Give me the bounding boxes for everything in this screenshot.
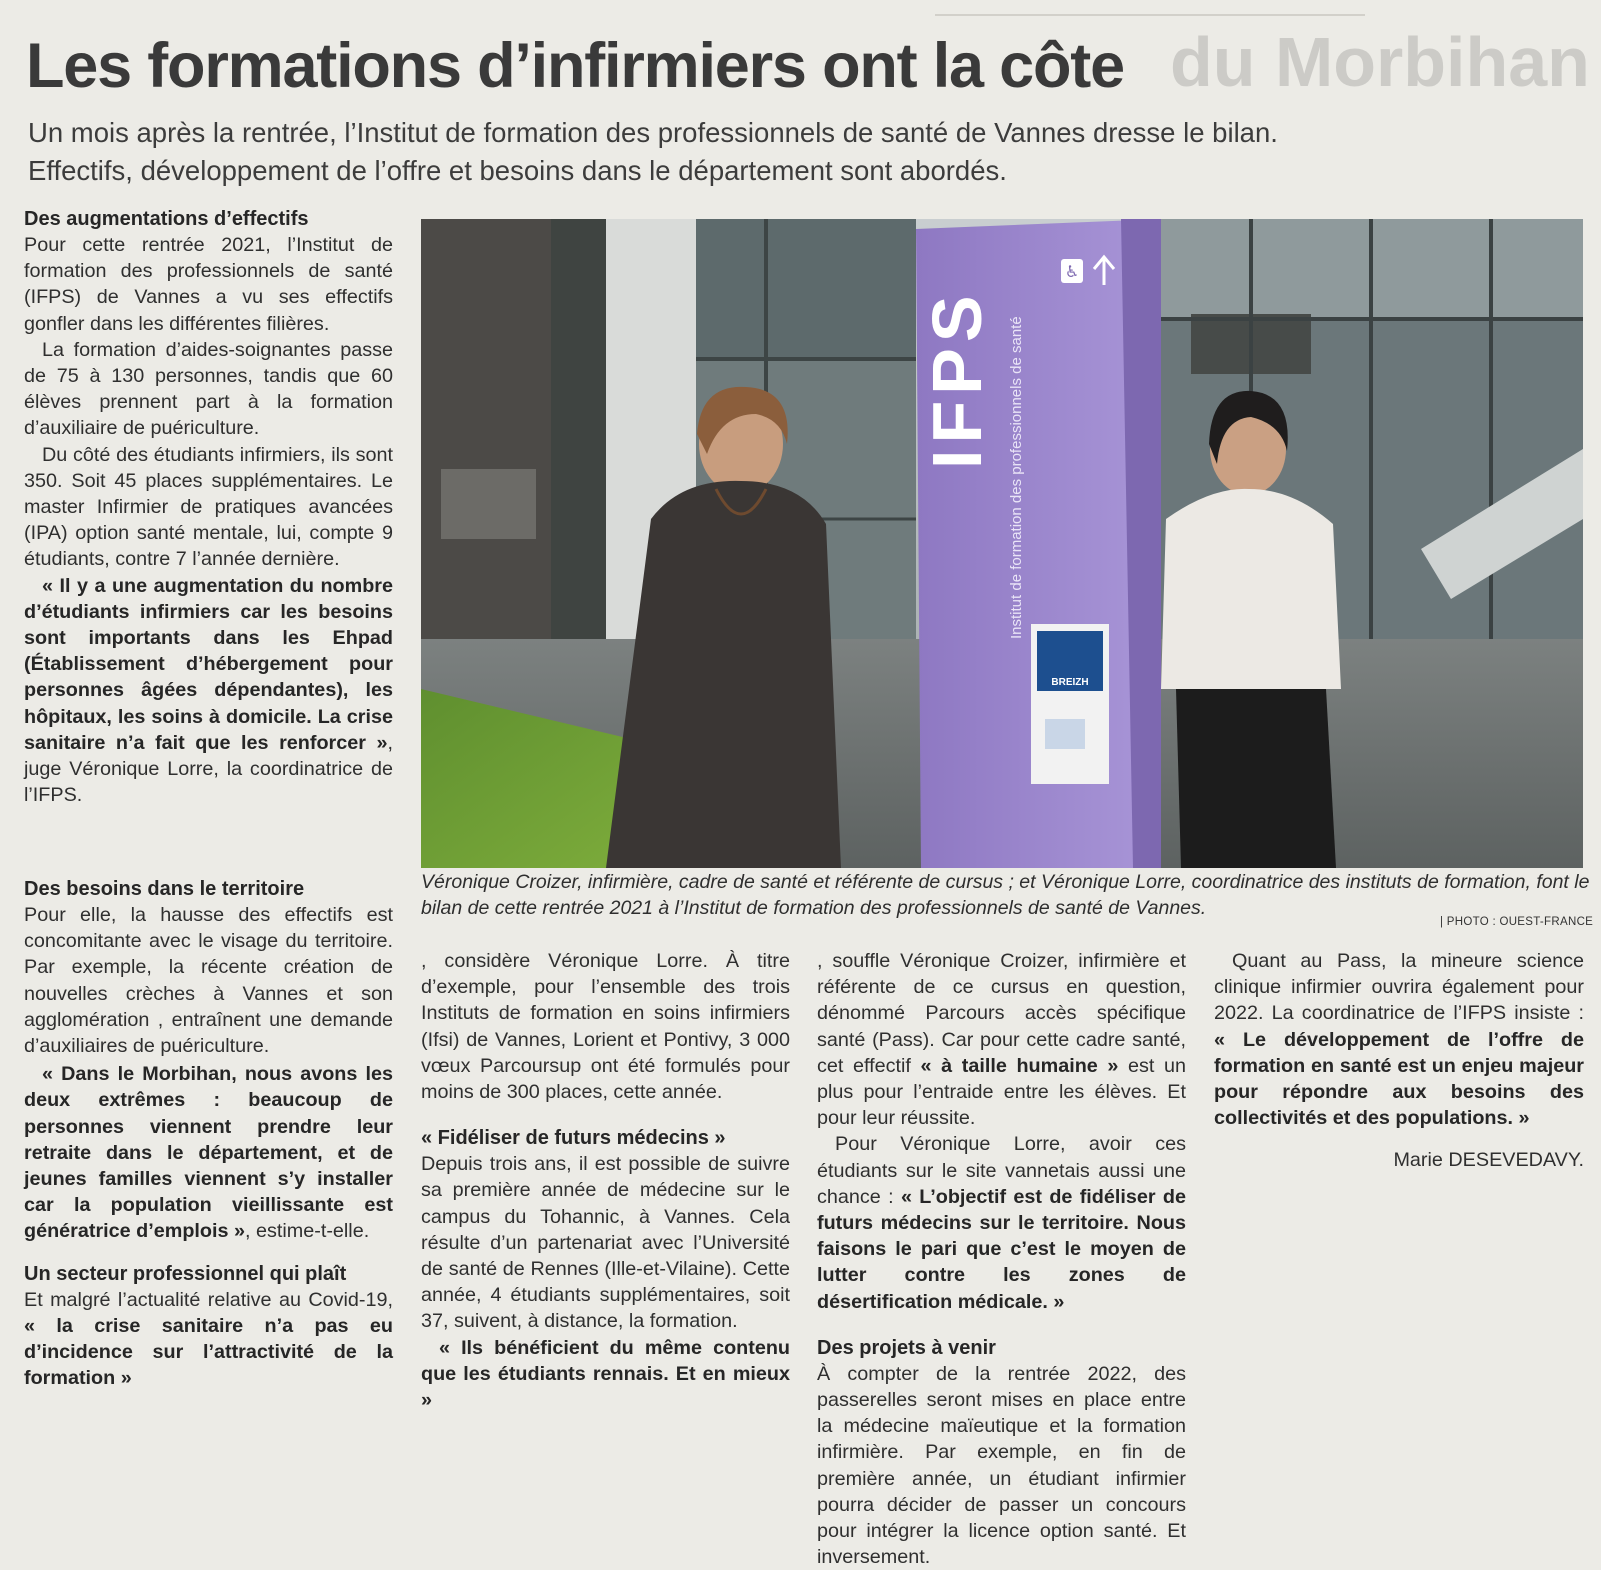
quote-paragraph: [24, 1061, 393, 1244]
paragraph-continuation: , considère Véronique Lorre. À titre d’exemple, pour l’ensemble des trois Instituts de formation en soins infirmiers (Ifsi) de Vannes, Lorient et Pontivy, 3 000 vœux Parcoursup ont été formulés pour moins de 300 places, cette année.: [421, 950, 790, 1104]
paragraph-continued: [24, 1287, 393, 1392]
section-heading-medecins: « Fidéliser de futurs médecins »: [421, 1127, 726, 1150]
section-heading-territoire: Des besoins dans le territoire: [24, 878, 305, 900]
paragraph: À compter de la rentrée 2022, des passerelles seront mises en place entre la médecine maïeutique et la formation infirmière. Par exemple, en fin de première année, un étudiant infirmier pourra décider de passer un concours pour intégrer la licence option santé. Et inversement.: [817, 1362, 1186, 1569]
quote-attribution: , estime-t-elle.: [244, 1220, 370, 1243]
quote-paragraph: [817, 1131, 1186, 1314]
sign-ifps-text: IFPS: [918, 289, 996, 469]
neighbor-article-rule: [935, 14, 1365, 16]
quote-attribution: , juge Véronique Lorre, la coordinatrice de l’IFPS.: [24, 731, 393, 807]
author-signature: Marie DESEVEDAVY.: [1393, 1149, 1584, 1172]
column-1: [24, 206, 393, 808]
text: est un plus pour l’entraide entre les élèves. Et pour leur réussite.: [817, 1054, 1186, 1130]
column-3: [421, 948, 790, 1413]
photo-caption: Véronique Croizer, infirmière, cadre de santé et référente de cursus ; et Véronique Lorre, coordinatrice des instituts de formation, font le bilan de cette rentrée 2021 à l’Institut de formation des professionnels de santé de Vannes.: [421, 871, 1590, 919]
section-heading-projets: Des projets à venir: [817, 1336, 996, 1359]
quote: « L’objectif est de fidéliser de futurs médecins sur le territoire. Nous faisons le pari que c’est le moyen de lutter contre les zones de désertification médicale. »: [817, 1185, 1186, 1313]
quote-paragraph: [421, 1335, 790, 1414]
text: Pour Véronique Lorre, avoir ces étudiants sur le site vannetais aussi une chance :: [817, 1133, 1186, 1208]
paragraph: Pour elle, la hausse des effectifs est concomitante avec le visage du territoire. Par exemple, la récente création de nouvelles crèches à Vannes et son agglomération , entraînent une demande d’auxiliaires de puériculture.: [24, 904, 393, 1058]
quote-paragraph: [24, 573, 393, 809]
article-subtitle: Un mois après la rentrée, l’Institut de formation des professionnels de santé de Vannes dresse le bilan. Effectifs, développement de l’offre et besoins dans le département sont abordés.: [28, 117, 1278, 186]
photo-credit: | PHOTO : OUEST-FRANCE: [1440, 916, 1594, 928]
quote: « Ils bénéficient du même contenu que les étudiants rennais. Et en mieux »: [421, 1336, 790, 1412]
photo-illustration: [421, 219, 1583, 868]
column-5: [1214, 948, 1584, 1174]
text: Et malgré l’actualité relative au Covid-19,: [24, 1288, 393, 1311]
paragraph: Du côté des étudiants infirmiers, ils sont 350. Soit 45 places supplémentaires. Le master Infirmier de pratiques avancées (IPA) option santé mentale, lui, compte 9 étudiants, contre 7 l’année dernière.: [24, 443, 393, 571]
quote: « Le développement de l’offre de formation en santé est un enjeu majeur pour répondre aux besoins des collectivités et des populations. »: [1214, 1028, 1584, 1130]
quote: « Il y a une augmentation du nombre d’étudiants infirmiers car les besoins sont importants dans les Ehpad (Établissement d’hébergement pour personnes âgées dépendantes), les hôpitaux, les soins à domicile. La crise sanitaire n’a fait que les renforcer »: [24, 574, 393, 754]
quote: « Dans le Morbihan, nous avons les deux extrêmes : beaucoup de personnes viennent prendre leur retraite dans le département, et de jeunes familles viennent s’y installer car la population vieillissante est génératrice d’emplois »: [24, 1063, 393, 1243]
logo-text: BREIZH: [1051, 677, 1089, 688]
text: , souffle Véronique Croizer, infirmière et référente de ce cursus en question, dénommé Parcours accès spécifique santé (Pass). Car pour cette cadre santé, cet effectif: [817, 950, 1186, 1077]
paragraph: Pour cette rentrée 2021, l’Institut de formation des professionnels de santé (IFPS) de Vannes a vu ses effectifs gonfler dans les différentes filières.: [24, 234, 393, 335]
svg-text:♿: ♿: [1064, 262, 1080, 281]
paragraph-continuation: [817, 948, 1186, 1131]
article-headline: Les formations d’infirmiers ont la côte: [26, 31, 1124, 101]
sign-small-text: Institut de formation des professionnels de santé: [1008, 316, 1025, 639]
person-right-blouse: [1161, 489, 1341, 689]
quote-paragraph: [1214, 948, 1584, 1131]
paragraph: La formation d’aides-soignantes passe de 75 à 130 personnes, tandis que 60 élèves prennent part à la formation d’auxiliaire de puériculture.: [24, 338, 393, 440]
column-4: [817, 948, 1186, 1570]
section-heading-effectifs: Des augmentations d’effectifs: [24, 208, 309, 230]
quote: « la crise sanitaire n’a pas eu d’incidence sur l’attractivité de la formation »: [24, 1314, 393, 1390]
column-2: [24, 876, 393, 1391]
article-photo: [421, 219, 1583, 868]
paragraph: Depuis trois ans, il est possible de suivre sa première année de médecine sur le campus du Tohannic, à Vannes. Cela résulte d’un partenariat avec l’Université de santé de Rennes (Ille-et-Vilaine). Cette année, 4 étudiants supplémentaires, soit 37, suivent, à distance, la formation.: [421, 1153, 790, 1333]
text: Quant au Pass, la mineure science clinique infirmier ouvrira également pour 2022. La coordinatrice de l’IFPS insiste :: [1214, 950, 1584, 1025]
neighbor-article-headline: du Morbihan: [1170, 23, 1590, 101]
quote: « à taille humaine »: [920, 1054, 1119, 1077]
section-heading-secteur: Un secteur professionnel qui plaît: [24, 1262, 347, 1285]
